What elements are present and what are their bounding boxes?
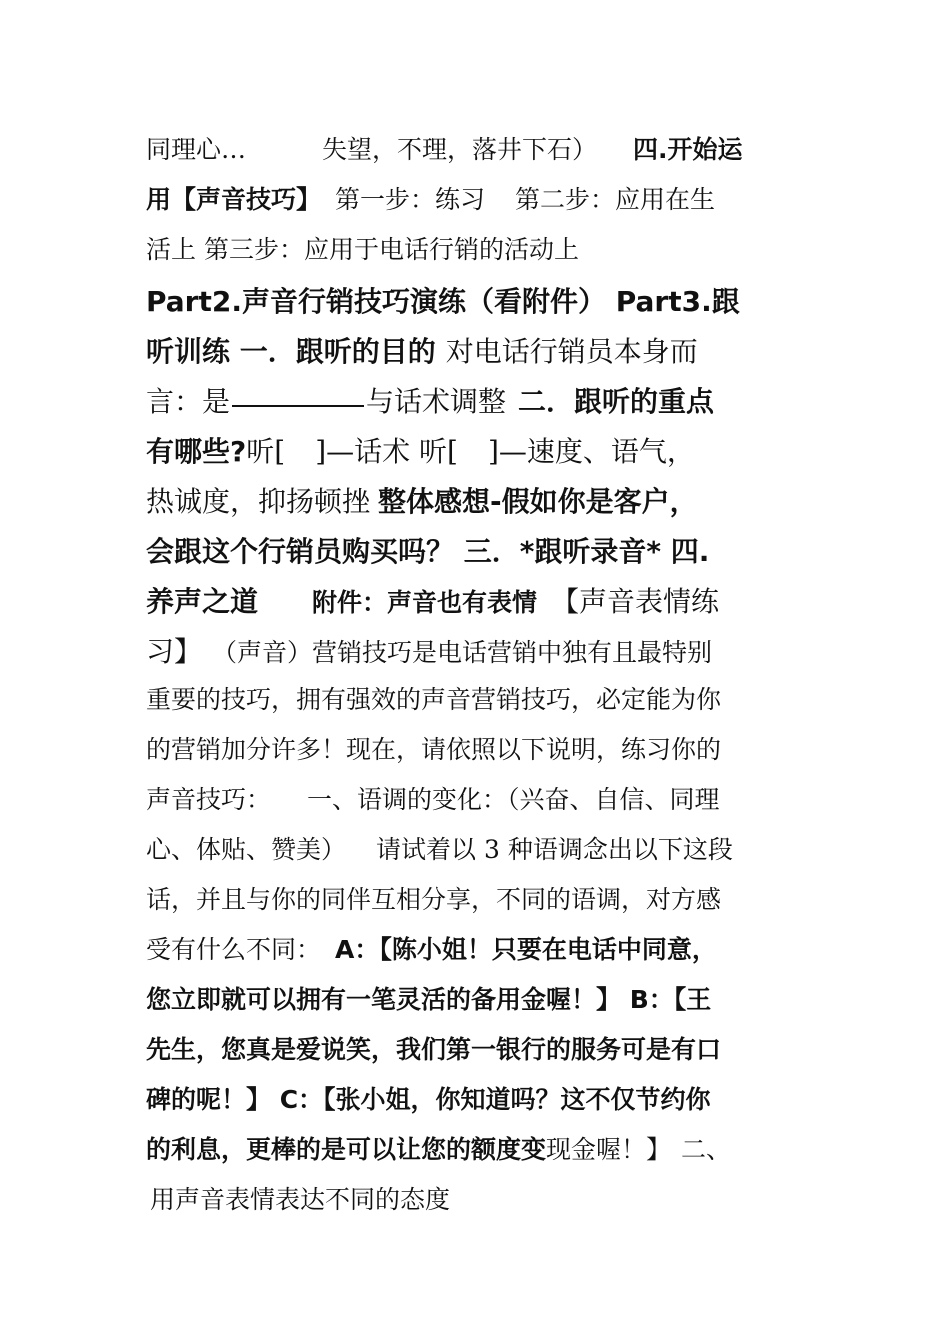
text-run: 同理心… xyxy=(146,135,247,164)
text-run: 热诚度，抑扬顿挫 xyxy=(146,485,371,518)
text-line-11 xyxy=(146,630,712,670)
section-heading: 整体感想-假如你是客户， xyxy=(378,485,698,518)
text-run: 心、体贴、赞美） xyxy=(146,835,347,864)
dialogue-sample: 碑的呢！】 C：【张小姐，你知道吗？这不仅节约你 xyxy=(146,1085,711,1114)
text-line-4 xyxy=(146,280,740,320)
text-line-15 xyxy=(146,830,733,866)
text-run: 第一步：练习 xyxy=(335,185,486,214)
text-line-14 xyxy=(146,780,720,816)
text-run: 【声音表情练 xyxy=(551,585,720,618)
text-line-7 xyxy=(146,430,695,470)
dialogue-sample: A：【陈小姐！只要在电话中同意， xyxy=(335,935,717,964)
text-run: 与话术调整 xyxy=(366,385,507,418)
text-line-18 xyxy=(146,980,711,1016)
text-run: 一、语调的变化：（兴奋、自信、同理 xyxy=(307,785,720,814)
text-run: （声音）营销技巧是电话营销中独有且最特别 xyxy=(212,638,713,667)
text-line-9 xyxy=(146,530,709,570)
text-line-17 xyxy=(146,930,717,966)
text-line-21 xyxy=(146,1130,731,1166)
section-heading: 四.开始运 xyxy=(633,135,743,164)
section-heading: 听训练 一．跟听的目的 xyxy=(146,335,436,368)
text-run: 现金喔！】 xyxy=(546,1135,672,1164)
section-heading: 附件：声音也有表情 xyxy=(312,588,538,617)
text-run: 第二步：应用在生 xyxy=(515,185,716,214)
text-line-6 xyxy=(146,380,714,420)
text-run: 声音技巧： xyxy=(146,785,272,814)
text-run: 活上 第三步：应用于电话行销的活动上 xyxy=(146,235,579,264)
dialogue-sample: 的利息，更棒的是可以让您的额度变 xyxy=(146,1135,547,1164)
fill-in-blank xyxy=(232,404,364,407)
section-heading: 会跟这个行销员购买吗？ 三．*跟听录音* 四. xyxy=(146,535,710,568)
text-line-12 xyxy=(146,680,721,716)
section-heading: 二．跟听的重点 xyxy=(518,385,715,418)
section-heading: 用【声音技巧】 xyxy=(146,185,322,214)
text-run: 的营销加分许多！现在，请依照以下说明，练习你的 xyxy=(146,735,722,764)
text-run: ]—话术 听[ xyxy=(315,435,458,468)
text-run: 对电话行销员本身而 xyxy=(445,335,698,368)
text-line-22 xyxy=(150,1180,450,1216)
text-line-3 xyxy=(146,230,579,266)
text-run: 言：是 xyxy=(146,385,231,418)
text-run: 重要的技巧，拥有强效的声音营销技巧，必定能为你 xyxy=(146,685,722,714)
text-run: 受有什么不同： xyxy=(146,935,322,964)
text-run: 用声音表情表达不同的态度 xyxy=(150,1185,451,1214)
text-line-8 xyxy=(146,480,698,520)
text-run: ]—速度、语气， xyxy=(487,435,695,468)
text-line-5 xyxy=(146,330,698,370)
text-line-19 xyxy=(146,1030,721,1066)
dialogue-sample: 先生，您真是爱说笑，我们第一银行的服务可是有口 xyxy=(146,1035,722,1064)
text-line-2 xyxy=(146,180,715,216)
text-run: 失望，不理，落井下石） xyxy=(322,135,598,164)
section-heading: Part2.声音行销技巧演练（看附件） Part3.跟 xyxy=(146,285,740,318)
text-line-1 xyxy=(146,130,743,166)
text-run: 听[ xyxy=(246,435,286,468)
text-line-20 xyxy=(146,1080,711,1116)
text-run: 二、 xyxy=(681,1135,732,1164)
text-run: 话，并且与你的同伴互相分享，不同的语调，对方感 xyxy=(146,885,722,914)
section-heading: 有哪些? xyxy=(146,435,247,468)
text-run: 习】 xyxy=(146,635,203,668)
dialogue-sample: 您立即就可以拥有一笔灵活的备用金喔！】 B：【王 xyxy=(146,985,712,1014)
text-line-10 xyxy=(146,580,719,620)
text-line-13 xyxy=(146,730,721,766)
section-heading: 养声之道 xyxy=(146,585,259,618)
text-run: 请试着以 3 种语调念出以下这段 xyxy=(376,835,733,864)
text-line-16 xyxy=(146,880,721,916)
